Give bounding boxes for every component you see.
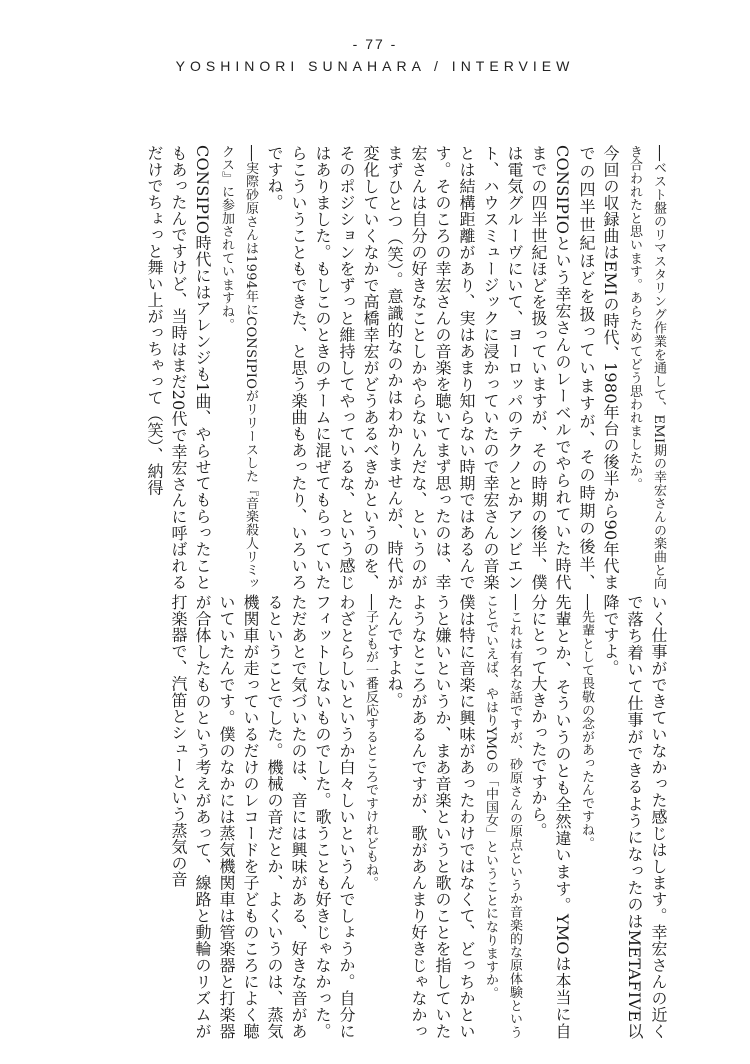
interview-answer: 今回の収録曲はEMIの時代、1980年台の後半から90年代までの四半世紀ほどを扱っていますが、その時期の後半、CONSIPIOという幸宏さんのレーベルでやられていた時代までの四半世紀ほどを扱っていますが、その時期の後半、僕は電気グルーヴにいて、ヨーロッパのテクノとかアンビエント、ハウスミュージックに浸かっていたので幸宏さんの音楽とは結構距離があり、実はあまり知らない時期ではあるんです。そのころの幸宏さんの音楽を聴いてまず思ったのは、幸宏さんは自分の好きなことしかやらないんだな、というのがまずひとつ（笑）。意識的なのかはわかりませんが、時代が変化していくなかで高橋幸宏がどうあるべきかというのを、そのポジションをずっと維持してやっているな、という感じはありました。もしこのときのチームに混ぜてもらっていたらこういうこともできた、と思う楽曲もあったり、いろいろですね。 — [265, 145, 620, 590]
interview-question: ──実際砂原さんは1994年にCONSIPIOがリリースした『音楽殺人リミックス』に参加されていますね。 — [219, 145, 258, 590]
interview-answer: 先輩とか、そういうのとも全然違います。YMOは本当に自分にとって大きかったですから。 — [529, 594, 572, 1039]
interview-question: ──先輩として畏敬の念があったんですね。 — [579, 594, 594, 850]
page-number: - 77 - — [352, 36, 398, 52]
running-title: YOSHINORI SUNAHARA / INTERVIEW — [175, 58, 575, 74]
text-block-lower — [80, 594, 670, 1039]
page-header — [0, 36, 750, 74]
text-block-upper — [80, 145, 670, 590]
interview-question: ──子どもが一番反応するところですけれどもね。 — [363, 594, 378, 890]
interview-answer: 僕は特に音楽に興味があったわけではなくて、どっちかというと嫌いというか、まあ音楽というと歌のことを指していたようなところがあるんですが、歌があんまり好きじゃなかったんですよね。 — [385, 594, 476, 1039]
interview-answer: CONSIPIO時代にはアレンジも1曲、やらせてもらったこともあったんですけど、当時はまだ20代で幸宏さんに呼ばれるだけでちょっと舞い上がっちゃって（笑）、納得 — [145, 145, 212, 590]
interview-answer: いく仕事ができていなかった感じはします。幸宏さんの近くで落ち着いて仕事ができるようになったのはMETAFIVE以降ですよ。 — [601, 594, 668, 1039]
interview-question: ──これは有名な話ですが、砂原さんの原点というか音楽的な原体験ということでいえば、やはりYMOの「中国女」ということになりますか。 — [483, 594, 522, 1039]
interview-answer: わざとらしいというか白々しいというんでしょうか。自分にフィットしないものでした。歌うことも好きじゃなかった。ただあとで気づいたのは、音には興味がある、好きな音があるということでした。機械の音だとか、よくいうのは、蒸気機関車が走っているだけのレコードを子どものころによく聴いていたんです。僕のなかには蒸気機関車は管楽器と打楽器が合体したものという考えがあって、線路と動輪のリズムが打楽器で、汽笛とシューという蒸気の音 — [169, 594, 356, 1039]
interview-question: ──ベスト盤のリマスタリング作業を通して、EMI期の幸宏さんの楽曲と向き合われたと思います。あらためてどう思われましたか。 — [627, 145, 666, 590]
